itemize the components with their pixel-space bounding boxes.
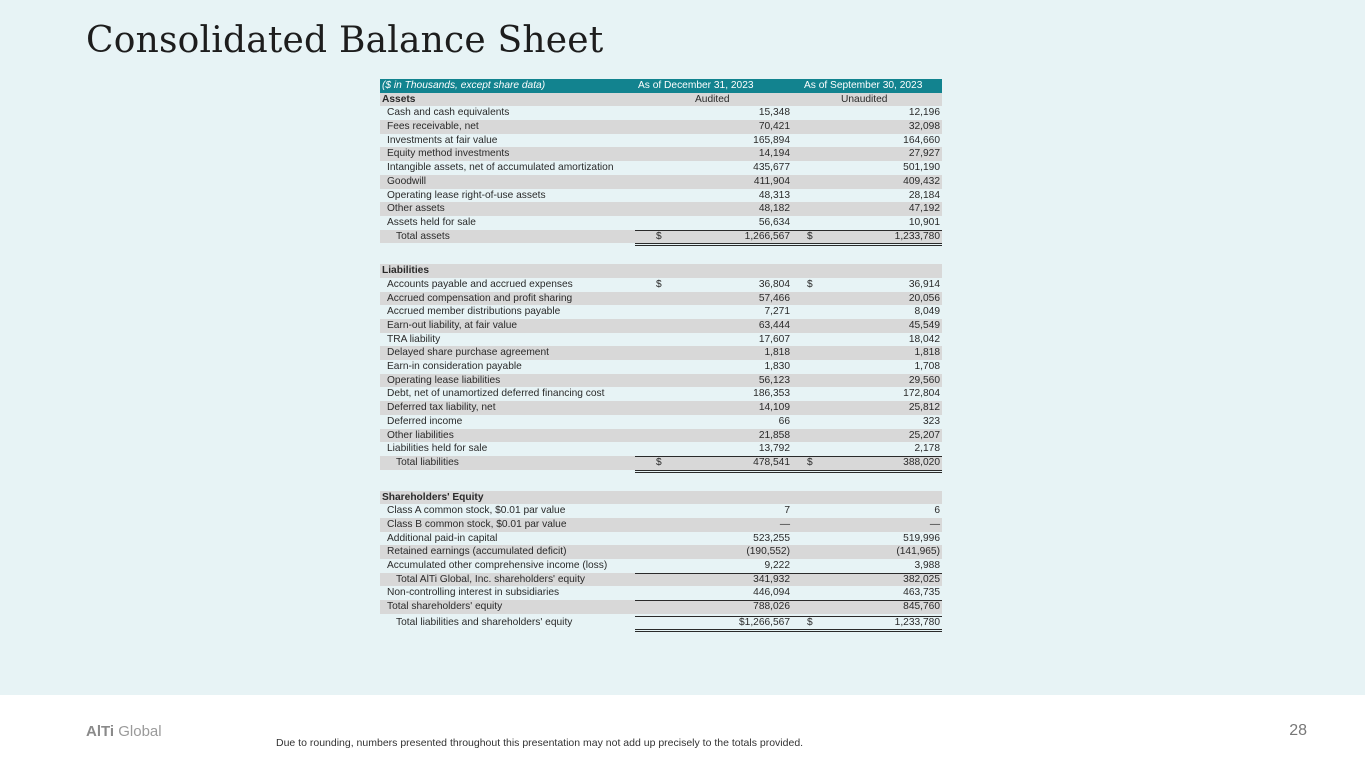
row-label: Assets held for sale bbox=[387, 216, 476, 228]
value-sep: 32,098 bbox=[908, 121, 940, 133]
dollar-sign: $ bbox=[807, 616, 813, 628]
value-sep: 6 bbox=[934, 505, 940, 517]
value-sep: 845,760 bbox=[903, 601, 940, 613]
value-dec: 446,094 bbox=[753, 587, 790, 599]
table-row bbox=[380, 532, 942, 546]
value-dec: 70,421 bbox=[758, 121, 790, 133]
value-sep: 463,735 bbox=[903, 587, 940, 599]
total-liabilities-equity-row bbox=[380, 616, 942, 630]
dollar-sign: $ bbox=[656, 278, 662, 290]
row-label: Delayed share purchase agreement bbox=[387, 347, 549, 359]
table-row bbox=[380, 360, 942, 374]
value-sep: 409,432 bbox=[903, 175, 940, 187]
row-label: Operating lease right-of-use assets bbox=[387, 189, 546, 201]
value-dec: 56,123 bbox=[758, 374, 790, 386]
value-sep: 501,190 bbox=[903, 162, 940, 174]
value-dec: 21,858 bbox=[758, 429, 790, 441]
dollar-sign: $ bbox=[656, 230, 662, 242]
row-label: Investments at fair value bbox=[387, 134, 498, 146]
table-row bbox=[380, 202, 942, 216]
row-label: Earn-in consideration payable bbox=[387, 361, 522, 373]
row-label: Retained earnings (accumulated deficit) bbox=[387, 546, 567, 558]
row-label: Accrued compensation and profit sharing bbox=[387, 292, 573, 304]
row-label: Accounts payable and accrued expenses bbox=[387, 278, 573, 290]
value-sep: 323 bbox=[923, 415, 940, 427]
table-row bbox=[380, 161, 942, 175]
header-col2: As of September 30, 2023 bbox=[804, 80, 923, 91]
value-dec: 14,109 bbox=[758, 402, 790, 414]
row-label: Fees receivable, net bbox=[387, 121, 479, 133]
table-row bbox=[380, 374, 942, 388]
equity-rows bbox=[380, 504, 942, 572]
value-sep: (141,965) bbox=[896, 546, 940, 558]
value-dec: 57,466 bbox=[758, 292, 790, 304]
row-label: Non-controlling interest in subsidiaries bbox=[387, 587, 560, 599]
value-sep: 25,207 bbox=[908, 429, 940, 441]
table-row bbox=[380, 504, 942, 518]
value-dec: 15,348 bbox=[758, 107, 790, 119]
row-label: Earn-out liability, at fair value bbox=[387, 320, 518, 331]
value-sep: 172,804 bbox=[903, 388, 940, 400]
value-dec: 523,255 bbox=[753, 532, 790, 544]
table-row bbox=[380, 333, 942, 347]
unaudited-label: Unaudited bbox=[841, 93, 888, 105]
row-label: Intangible assets, net of accumulated amortization bbox=[387, 162, 614, 174]
value-dec: 63,444 bbox=[758, 320, 790, 331]
value-dec: 478,541 bbox=[753, 456, 790, 468]
value-sep: 47,192 bbox=[908, 203, 940, 215]
dollar-sign: $ bbox=[807, 456, 813, 468]
row-label: Other liabilities bbox=[387, 429, 454, 441]
value-dec: 1,266,567 bbox=[744, 230, 790, 242]
value-sep: 20,056 bbox=[908, 292, 940, 304]
value-dec: 7 bbox=[784, 505, 790, 517]
value-sep: 519,996 bbox=[903, 532, 940, 544]
table-row bbox=[380, 346, 942, 360]
value-dec: $1,266,567 bbox=[739, 616, 790, 628]
table-row bbox=[380, 559, 942, 573]
spacer bbox=[380, 474, 942, 491]
total-shareholders-equity-row bbox=[380, 600, 942, 614]
value-dec: 17,607 bbox=[758, 333, 790, 345]
table-row bbox=[380, 292, 942, 306]
value-dec: 48,313 bbox=[758, 189, 790, 201]
row-label: Liabilities held for sale bbox=[387, 443, 488, 455]
value-dec: 56,634 bbox=[758, 216, 790, 228]
value-sep: 1,818 bbox=[914, 347, 940, 359]
value-sep: 12,196 bbox=[908, 107, 940, 119]
row-label: Total assets bbox=[396, 230, 450, 242]
value-dec: 66 bbox=[778, 415, 790, 427]
value-sep: 164,660 bbox=[903, 134, 940, 146]
dollar-sign: $ bbox=[807, 278, 813, 290]
table-row bbox=[380, 545, 942, 559]
liabilities-rows bbox=[380, 278, 942, 456]
section-title: Shareholders' Equity bbox=[382, 491, 484, 503]
company-logo bbox=[86, 723, 162, 740]
value-sep: 18,042 bbox=[908, 333, 940, 345]
row-label: Accrued member distributions payable bbox=[387, 306, 561, 318]
value-dec: 165,894 bbox=[753, 134, 790, 146]
assets-section-header bbox=[380, 93, 942, 107]
value-sep: 8,049 bbox=[914, 306, 940, 318]
value-sep: 45,549 bbox=[908, 320, 940, 331]
value-dec: 788,026 bbox=[753, 601, 790, 613]
row-label: Cash and cash equivalents bbox=[387, 107, 510, 119]
value-sep: 382,025 bbox=[903, 573, 940, 585]
value-sep: 36,914 bbox=[908, 278, 940, 290]
value-sep: 2,178 bbox=[914, 443, 940, 455]
row-label: Total shareholders' equity bbox=[387, 601, 503, 613]
logo-bold: AlTi bbox=[86, 723, 115, 740]
value-sep: 388,020 bbox=[903, 456, 940, 468]
row-label: Total liabilities bbox=[396, 456, 459, 468]
row-label: Goodwill bbox=[387, 175, 427, 187]
equity-section-header bbox=[380, 491, 942, 505]
row-label: Additional paid-in capital bbox=[387, 532, 498, 544]
row-label: Class A common stock, $0.01 par value bbox=[387, 505, 566, 517]
value-dec: 36,804 bbox=[758, 278, 790, 290]
table-row bbox=[380, 401, 942, 415]
table-row bbox=[380, 442, 942, 456]
value-sep: 29,560 bbox=[908, 374, 940, 386]
value-sep: 1,233,780 bbox=[894, 230, 940, 242]
table-row bbox=[380, 415, 942, 429]
row-label: Deferred income bbox=[387, 415, 463, 427]
value-dec: 7,271 bbox=[764, 306, 790, 318]
audited-label: Audited bbox=[695, 93, 730, 105]
value-sep: 28,184 bbox=[908, 189, 940, 201]
value-dec: (190,552) bbox=[746, 546, 790, 558]
dollar-sign: $ bbox=[807, 230, 813, 242]
row-label: Accumulated other comprehensive income (loss) bbox=[387, 560, 608, 571]
value-dec: 341,932 bbox=[753, 573, 790, 585]
table-row bbox=[380, 106, 942, 120]
row-label: Class B common stock, $0.01 par value bbox=[387, 518, 567, 530]
row-label: Total liabilities and shareholders' equity bbox=[396, 616, 573, 628]
table-row bbox=[380, 429, 942, 443]
row-label: Operating lease liabilities bbox=[387, 374, 501, 386]
value-sep: 10,901 bbox=[908, 216, 940, 228]
value-sep: 27,927 bbox=[908, 148, 940, 160]
row-label: Other assets bbox=[387, 203, 445, 215]
value-dec: 14,194 bbox=[758, 148, 790, 160]
value-dec: 186,353 bbox=[753, 388, 790, 400]
table-row bbox=[380, 305, 942, 319]
value-dec: 13,792 bbox=[758, 443, 790, 455]
row-label: TRA liability bbox=[387, 333, 441, 345]
table-row bbox=[380, 216, 942, 230]
value-dec: 435,677 bbox=[753, 162, 790, 174]
row-label: Deferred tax liability, net bbox=[387, 402, 496, 414]
value-sep: 1,708 bbox=[914, 361, 940, 373]
value-sep: 1,233,780 bbox=[894, 616, 940, 628]
table-header bbox=[380, 79, 942, 93]
value-sep: — bbox=[929, 518, 940, 530]
page-number: 28 bbox=[1289, 722, 1307, 739]
table-row bbox=[380, 319, 942, 333]
value-dec: 411,904 bbox=[753, 175, 790, 187]
value-dec: 1,830 bbox=[764, 361, 790, 373]
footnote: Due to rounding, numbers presented throughout this presentation may not add up precisely to the totals provided. bbox=[276, 737, 804, 749]
table-row bbox=[380, 175, 942, 189]
table-row bbox=[380, 278, 942, 292]
table-row bbox=[380, 189, 942, 203]
section-title: Assets bbox=[382, 93, 416, 105]
balance-sheet-table bbox=[380, 79, 942, 633]
table-row bbox=[380, 134, 942, 148]
liabilities-section-header bbox=[380, 264, 942, 278]
value-dec: 48,182 bbox=[758, 203, 790, 215]
table-row bbox=[380, 147, 942, 161]
row-label: Debt, net of unamortized deferred financing cost bbox=[387, 388, 605, 400]
non-controlling-row bbox=[380, 586, 942, 600]
total-aiti-equity-row bbox=[380, 573, 942, 587]
section-title: Liabilities bbox=[382, 265, 429, 277]
value-dec: — bbox=[779, 518, 790, 530]
dollar-sign: $ bbox=[656, 456, 662, 468]
spacer bbox=[380, 247, 942, 264]
value-dec: 1,818 bbox=[764, 347, 790, 359]
logo-rest: Global bbox=[114, 723, 162, 740]
page-title: Consolidated Balance Sheet bbox=[86, 20, 604, 61]
value-sep: 25,812 bbox=[908, 402, 940, 414]
header-label: ($ in Thousands, except share data) bbox=[382, 80, 546, 91]
header-col1: As of December 31, 2023 bbox=[638, 80, 754, 91]
row-label: Equity method investments bbox=[387, 148, 510, 160]
value-sep: 3,988 bbox=[914, 560, 940, 571]
table-row bbox=[380, 387, 942, 401]
table-row bbox=[380, 120, 942, 134]
row-label: Total AlTi Global, Inc. shareholders' equity bbox=[396, 573, 585, 585]
total-liabilities-row bbox=[380, 456, 942, 470]
value-dec: 9,222 bbox=[764, 560, 790, 571]
assets-rows bbox=[380, 106, 942, 229]
total-assets-row bbox=[380, 230, 942, 244]
table-row bbox=[380, 518, 942, 532]
